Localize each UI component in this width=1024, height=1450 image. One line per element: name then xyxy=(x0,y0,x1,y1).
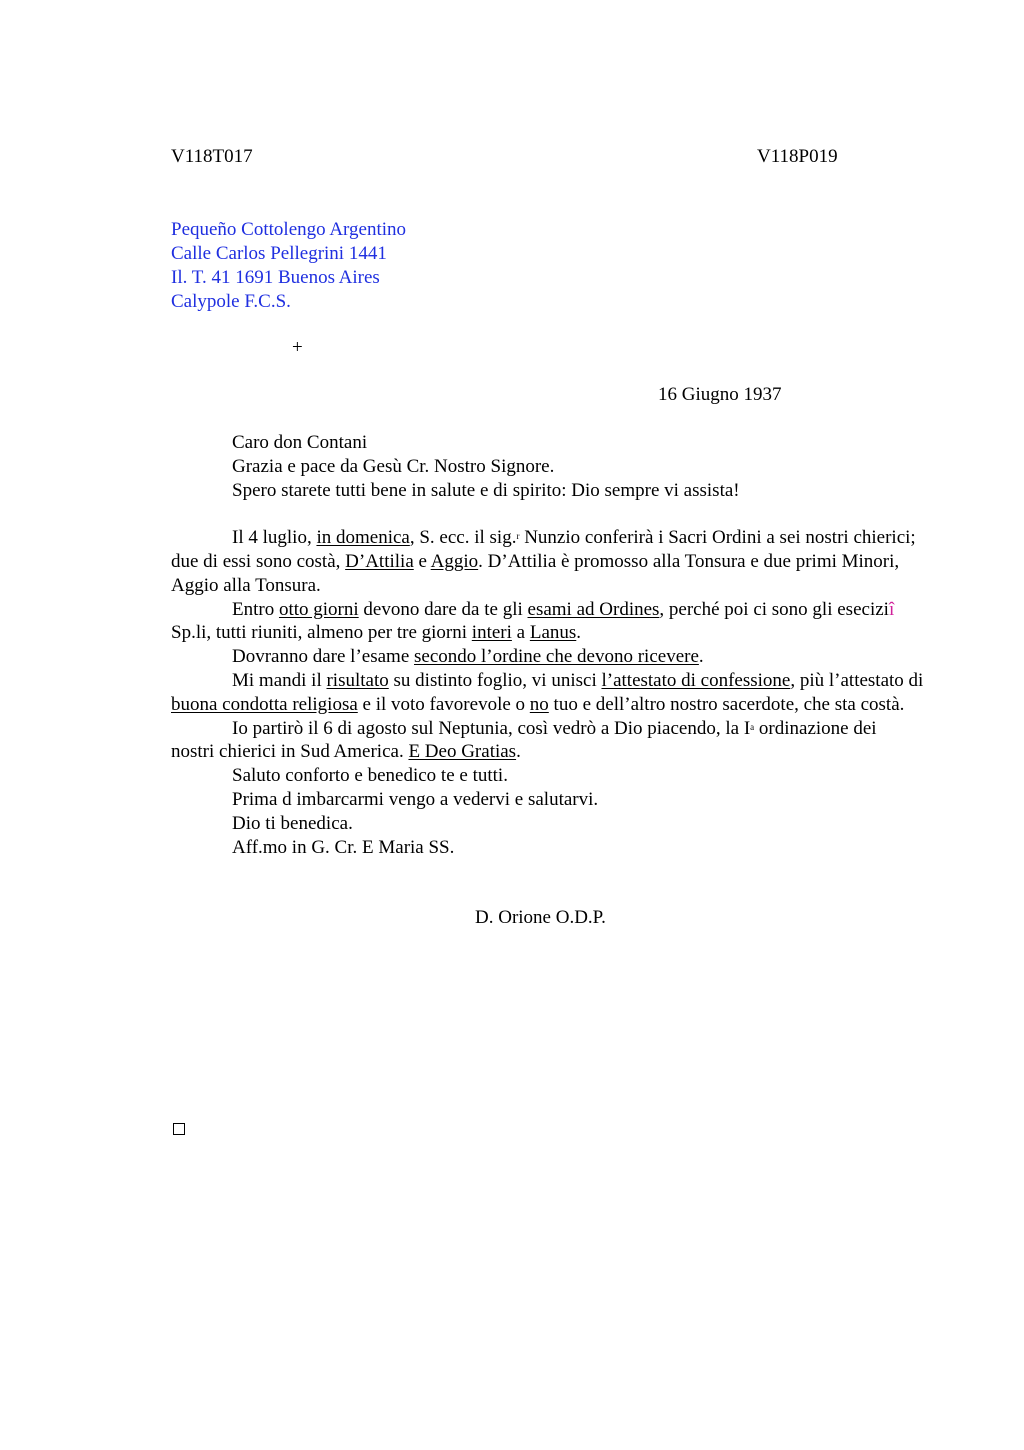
paragraph-exam-order xyxy=(171,645,924,669)
checkbox-square-icon xyxy=(173,1123,185,1135)
text-run: Dovranno dare l’esame xyxy=(232,646,415,668)
text-run: a xyxy=(511,622,530,644)
text-run: Mi mandi il xyxy=(232,669,327,691)
text-run: Il 4 luglio, xyxy=(232,527,317,549)
underlined-text: Lanus xyxy=(529,622,577,644)
greeting-line: Grazia e pace da Gesù Cr. Nostro Signore. xyxy=(232,455,555,477)
cross-symbol: + xyxy=(292,337,303,358)
text-run: Nunzio conferirà i Sacri Ordini a sei nostri chierici; due di essi sono costà, xyxy=(171,527,916,572)
underlined-text: otto giorni xyxy=(278,598,359,620)
letter-date: 16 Giugno 1937 xyxy=(658,384,782,405)
address-line-4: Calypole F.C.S. xyxy=(171,291,291,312)
superscript: a xyxy=(750,721,755,732)
text-run: , più l’attestato di xyxy=(790,669,924,691)
greeting-line: Spero starete tutti bene in salute e di spirito: Dio sempre vi assista! xyxy=(232,479,740,501)
text-run: . xyxy=(698,646,704,668)
document-ref-right: V118P019 xyxy=(757,146,838,167)
closing-line: Prima d imbarcarmi vengo a vedervi e salutarvi. xyxy=(232,788,599,810)
closing-line: Saluto conforto e benedico te e tutti. xyxy=(232,765,508,787)
underlined-text: in domenica xyxy=(316,527,410,549)
paragraph-exams xyxy=(171,598,924,646)
underlined-text: esami ad Ordines xyxy=(527,598,660,620)
underlined-text: l’attestato di confessione xyxy=(601,669,791,691)
text-run: . xyxy=(576,622,582,644)
paragraph-results xyxy=(171,669,924,717)
letterhead-address xyxy=(171,218,406,314)
text-run: , S. ecc. il sig. xyxy=(409,527,517,549)
text-run: , perché poi ci sono gli xyxy=(659,598,838,620)
text-run: esecizi xyxy=(837,598,889,620)
paragraph-gap xyxy=(171,502,924,526)
text-run: su distinto foglio, vi unisci xyxy=(388,669,602,691)
underlined-text: Aggio xyxy=(430,550,479,572)
text-run: Sp.li, tutti riuniti, almeno per tre giorni xyxy=(171,622,472,644)
text-run: . xyxy=(516,741,521,763)
underlined-text: interi xyxy=(471,622,512,644)
underlined-text: secondo l’ordine che devono ricevere xyxy=(414,646,699,668)
underlined-text: D’Attilia xyxy=(345,550,414,572)
closing-line: Dio ti benedica. xyxy=(232,812,353,834)
signature: D. Orione O.D.P. xyxy=(475,907,606,928)
superscript: r xyxy=(516,531,520,542)
closing-line: Aff.mo in G. Cr. E Maria SS. xyxy=(232,836,455,858)
paragraph-ordination xyxy=(171,526,924,597)
greeting-line: Caro don Contani xyxy=(232,432,368,453)
underlined-text: risultato xyxy=(326,669,389,691)
document-ref-left: V118T017 xyxy=(171,146,253,167)
paragraph-departure xyxy=(171,717,924,765)
text-run: Io partirò il 6 di agosto sul Neptunia, così vedrò a Dio piacendo, la I xyxy=(232,717,751,739)
text-run: tuo e dell’altro nostro sacerdote, che sta costà. xyxy=(548,693,905,715)
address-line-3: Il. T. 41 1691 Buenos Aires xyxy=(171,267,380,288)
underlined-text: E Deo Gratias xyxy=(408,741,517,763)
address-line-1: Pequeño Cottolengo Argentino xyxy=(171,219,407,240)
text-run: devono dare da te gli xyxy=(358,598,528,620)
text-run: e il voto favorevole o xyxy=(357,693,530,715)
text-run: Entro xyxy=(232,598,279,620)
text-run: . D’Attilia è promosso alla Tonsura e due primi Minori, Aggio alla Tonsura. xyxy=(171,550,900,596)
underlined-text: no xyxy=(529,693,549,715)
address-line-2: Calle Carlos Pellegrini 1441 xyxy=(171,243,387,264)
highlighted-char: î xyxy=(888,598,895,620)
underlined-text: buona condotta religiosa xyxy=(171,693,358,715)
letter-body xyxy=(171,431,924,859)
text-run: e xyxy=(413,550,431,572)
text-run: ordinazione dei nostri chierici in Sud America. xyxy=(171,717,877,763)
